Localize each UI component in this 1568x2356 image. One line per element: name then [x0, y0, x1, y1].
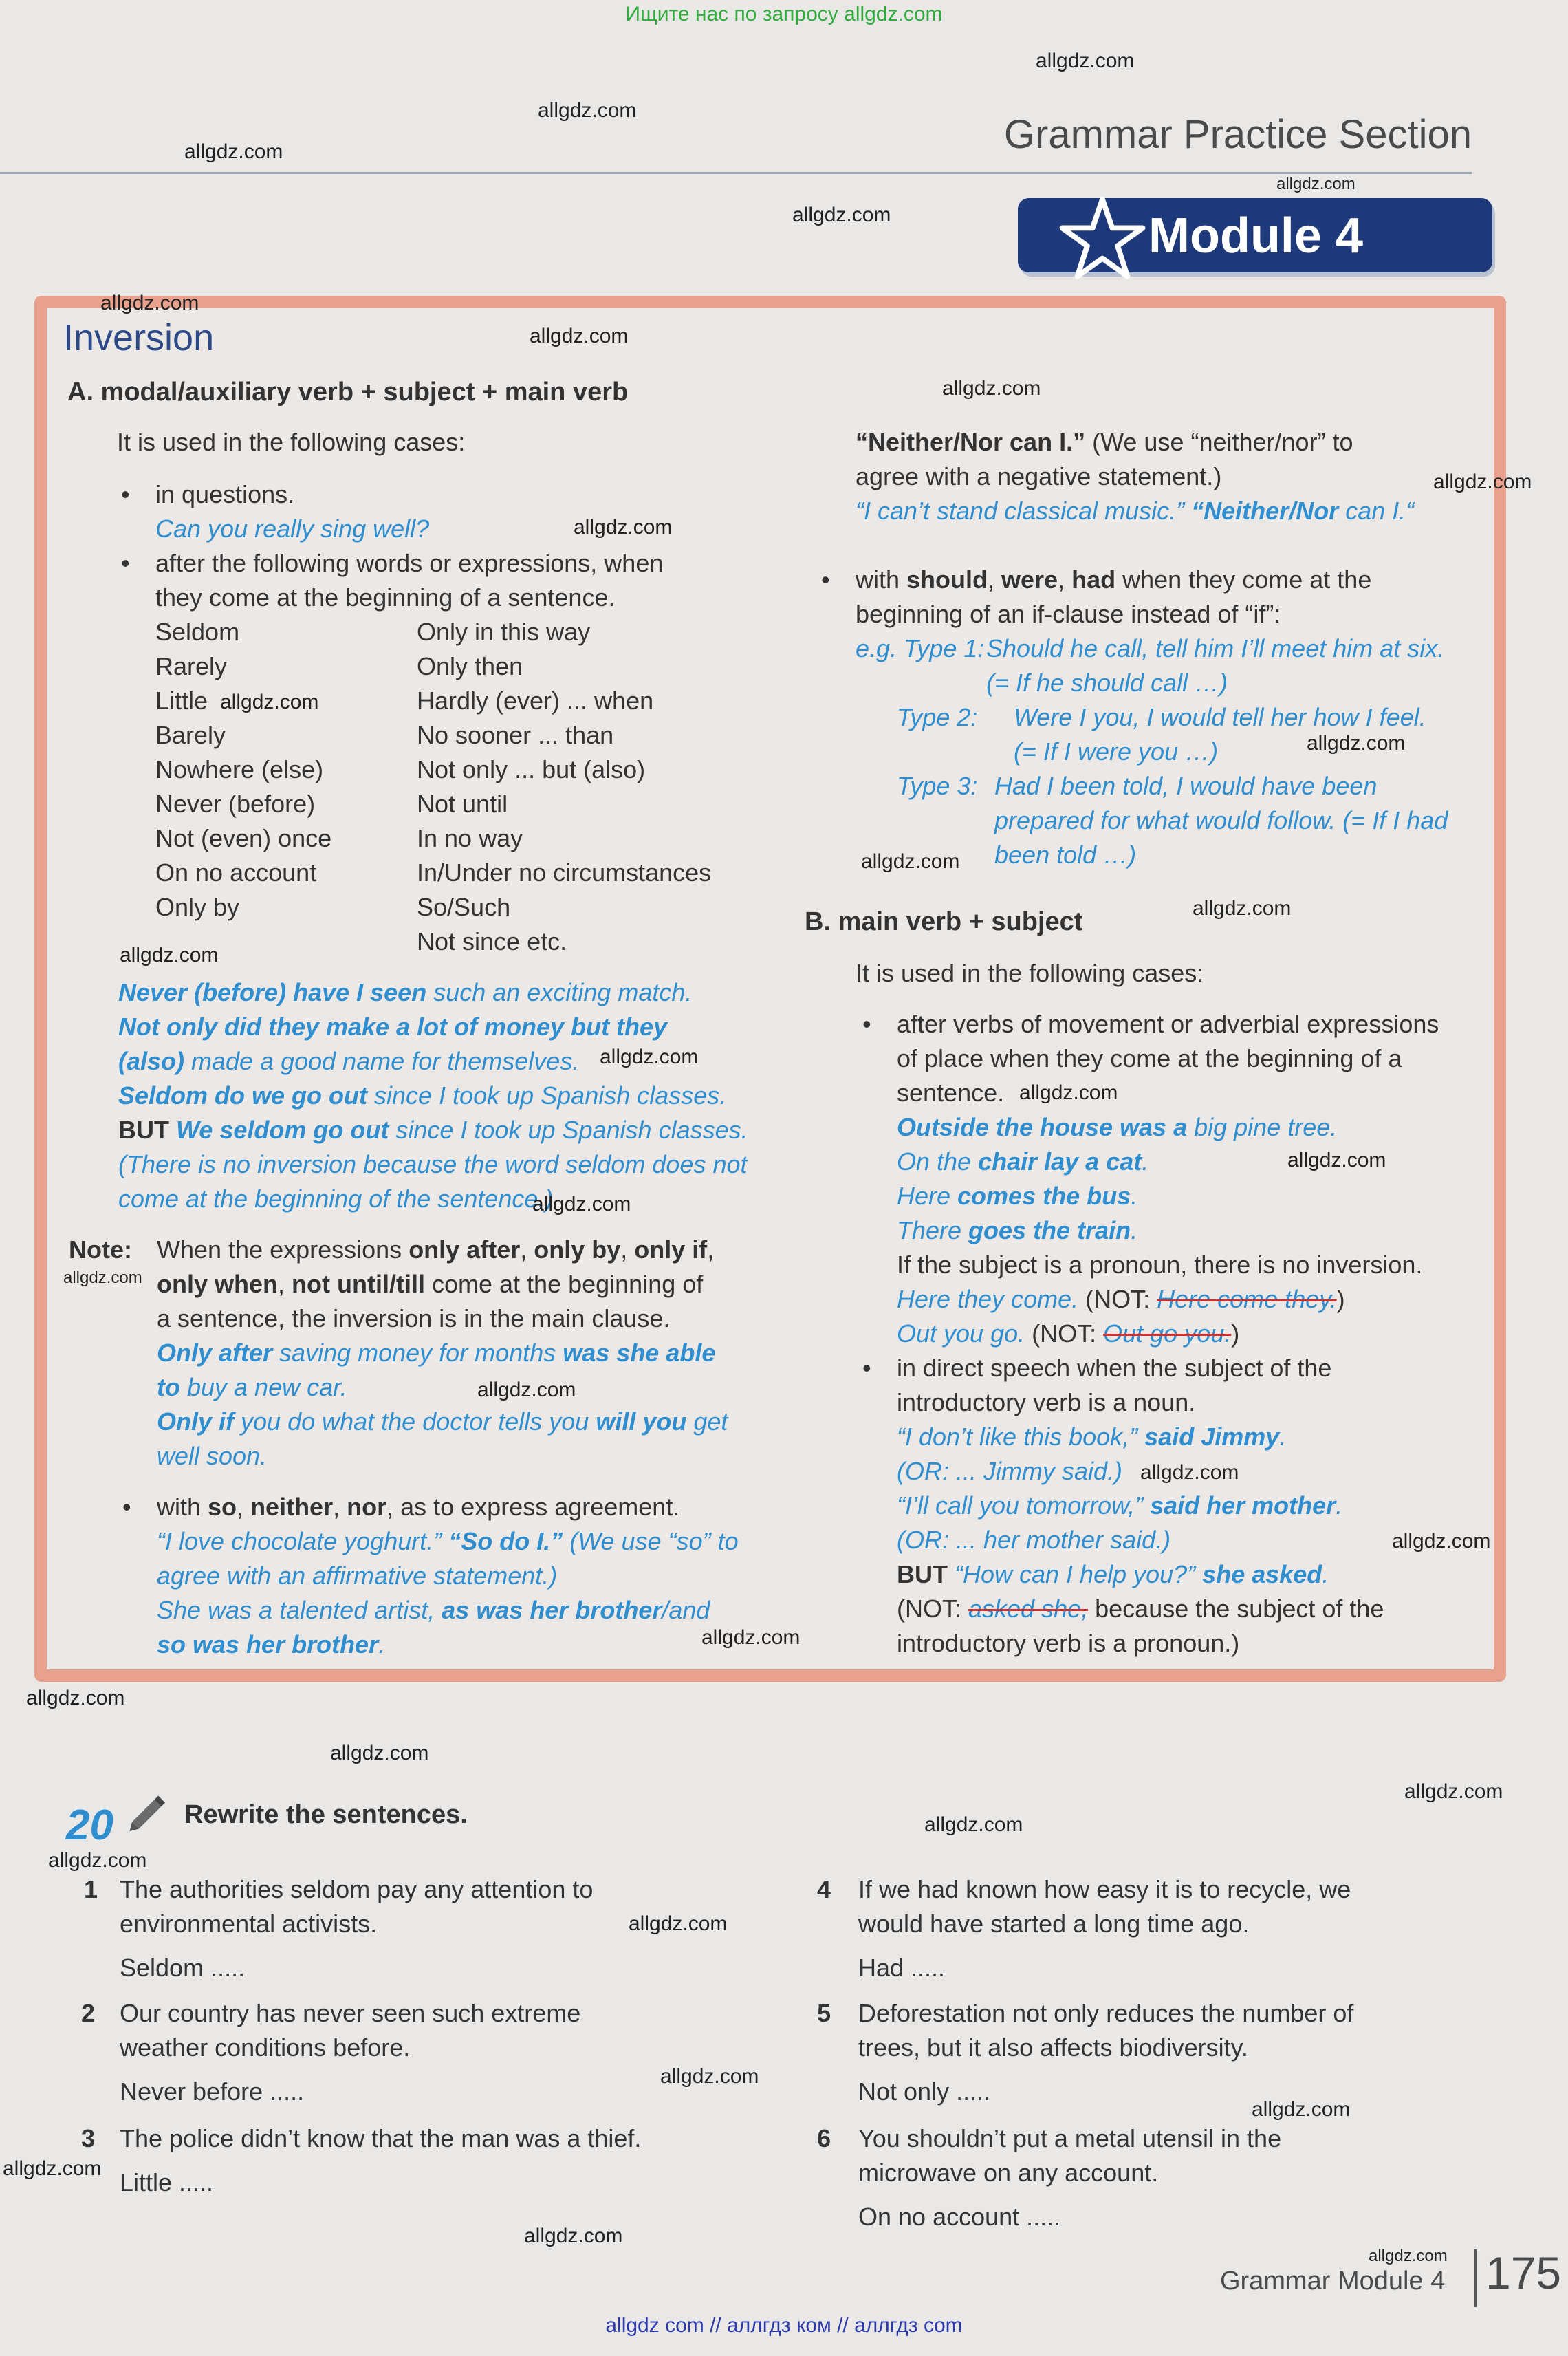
type1-label: e.g. Type 1: — [856, 634, 985, 662]
bullet-movement-1: • after verbs of movement or adverbial expressions — [897, 1008, 1439, 1041]
item-text-line-2: microwave on any account. — [858, 2159, 1159, 2187]
item-text-line-1: Our country has never seen such extreme — [120, 1999, 581, 2027]
watermark: allgdz.com — [701, 1626, 801, 1649]
watermark: allgdz.com — [538, 99, 637, 122]
pronoun-example-2: Out you go. (NOT: Out go you.) — [897, 1319, 1240, 1348]
type3-example-1: Had I been told, I would have been — [994, 772, 1378, 800]
list-item: Seldom — [155, 618, 240, 646]
speech-not-line-2: introductory verb is a pronoun.) — [897, 1629, 1240, 1657]
movement-example-3: Here comes the bus. — [897, 1182, 1138, 1210]
item-number: 2 — [81, 1999, 96, 2027]
note-label: Note: — [69, 1235, 132, 1264]
watermark: allgdz.com — [477, 1379, 576, 1401]
exercise-title: Rewrite the sentences. — [184, 1800, 468, 1829]
list-item: Hardly (ever) ... when — [417, 687, 654, 715]
so-example-4: so was her brother. — [157, 1630, 386, 1658]
speech-example-3: “I’ll call you tomorrow,” said her mother. — [897, 1491, 1343, 1520]
item-text-line-1: You shouldn’t put a metal utensil in the — [858, 2124, 1282, 2152]
neither-line-1: “Neither/Nor can I.” (We use “neither/nor” to — [856, 428, 1353, 456]
example-not-only-1: Not only did they make a lot of money but they — [118, 1013, 668, 1041]
watermark: allgdz.com — [3, 2157, 102, 2180]
speech-not-line-1: (NOT: asked she, because the subject of the — [897, 1595, 1384, 1623]
item-text-line-2: trees, but it also affects biodiversity. — [858, 2033, 1248, 2062]
section-b-heading: B. main verb + subject — [805, 907, 1083, 936]
list-item: Not (even) once — [155, 824, 332, 852]
list-item: Barely — [155, 721, 226, 749]
neither-example: “I can’t stand classical music.” “Neither/Nor can I.“ — [856, 497, 1415, 525]
list-item: Only in this way — [417, 618, 591, 646]
list-item: Not until — [417, 790, 508, 818]
bullet-direct-speech-1: • in direct speech when the subject of the — [897, 1352, 1331, 1385]
watermark: allgdz.com — [26, 1687, 125, 1709]
module-label: Module 4 — [1148, 208, 1364, 263]
list-item: Rarely — [155, 652, 228, 680]
item-number: 1 — [84, 1875, 98, 1903]
example-explanation-2: come at the beginning of the sentence.) — [118, 1185, 554, 1213]
footer-title: Grammar Module 4 — [1220, 2267, 1446, 2295]
pencil-icon — [121, 1786, 176, 1841]
watermark: allgdz.com — [1036, 50, 1135, 72]
watermark: allgdz.com — [1433, 471, 1532, 493]
watermark: allgdz.com — [1307, 732, 1406, 755]
movement-example-1: Outside the house was a big pine tree. — [897, 1113, 1338, 1141]
type2-paraphrase: (= If I were you …) — [1014, 737, 1219, 766]
so-example-1: “I love chocolate yoghurt.” “So do I.” (We use “so” to — [157, 1527, 739, 1555]
watermark: allgdz.com — [1404, 1780, 1503, 1803]
section-title: Grammar Practice Section — [1003, 112, 1472, 157]
bullet-movement-2: of place when they come at the beginning of a — [897, 1044, 1402, 1072]
so-example-2: agree with an affirmative statement.) — [157, 1561, 558, 1590]
movement-example-2: On the chair lay a cat. — [897, 1147, 1149, 1176]
answer-start[interactable]: Not only ..... — [858, 2077, 991, 2106]
item-text-line-1: Deforestation not only reduces the number of — [858, 1999, 1354, 2027]
bullet-questions: • in questions. — [155, 479, 294, 511]
watermark: allgdz.com — [220, 691, 319, 713]
pronoun-example-1: Here they come. (NOT: Here come they.) — [897, 1285, 1345, 1313]
note-line-1: When the expressions only after, only by, only if, — [157, 1235, 715, 1264]
answer-start[interactable]: On no account ..... — [858, 2203, 1061, 2231]
type3-example-3: been told …) — [994, 841, 1137, 869]
movement-example-4: There goes the train. — [897, 1216, 1138, 1244]
bullet-words-line1: • after the following words or expressions, when — [155, 548, 663, 580]
answer-start[interactable]: Never before ..... — [120, 2077, 305, 2106]
list-item: Only by — [155, 893, 240, 921]
list-item: No sooner ... than — [417, 721, 614, 749]
speech-example-1: “I don’t like this book,” said Jimmy. — [897, 1423, 1287, 1451]
example-but-seldom: BUT We seldom go out since I took up Spanish classes. — [118, 1116, 748, 1144]
bullet-words-line2: they come at the beginning of a sentence. — [155, 583, 616, 612]
speech-but-example: BUT “How can I help you?” she asked. — [897, 1560, 1329, 1588]
item-number: 6 — [817, 2124, 831, 2152]
type1-paraphrase: (= If he should call …) — [986, 669, 1228, 697]
watermark: allgdz.com — [48, 1849, 147, 1872]
note-line-3: a sentence, the inversion is in the main clause. — [157, 1304, 671, 1332]
watermark: allgdz.com — [1252, 2098, 1351, 2121]
module-badge — [1018, 198, 1492, 272]
top-note: Ищите нас по запросу allgdz.com — [625, 3, 943, 25]
item-text-line-2: would have started a long time ago. — [858, 1910, 1250, 1938]
type1-example: Should he call, tell him I’ll meet him at six. — [986, 634, 1445, 662]
inversion-title: Inversion — [63, 317, 215, 358]
watermark: allgdz.com — [524, 2225, 623, 2247]
item-number: 3 — [81, 2124, 96, 2152]
note-example-4: well soon. — [157, 1442, 268, 1470]
bottom-note: allgdz com // аллгдз ком // аллгдз com — [605, 2314, 963, 2337]
item-number: 5 — [817, 1999, 831, 2027]
if-clause-line-2: beginning of an if-clause instead of “if”: — [856, 600, 1281, 628]
watermark: allgdz.com — [1019, 1081, 1118, 1104]
note-example-3: Only if you do what the doctor tells you will you get — [157, 1407, 728, 1436]
item-text-line-1: The police didn’t know that the man was a thief. — [120, 2124, 642, 2152]
item-text-line-1: If we had known how easy it is to recycle, we — [858, 1875, 1351, 1903]
type3-label: Type 3: — [897, 772, 978, 800]
example-questions: Can you really sing well? — [155, 515, 430, 543]
watermark: allgdz.com — [942, 377, 1041, 400]
exercise-number: 20 — [66, 1802, 113, 1849]
watermark: allgdz.com — [924, 1813, 1023, 1836]
example-never: Never (before) have I seen such an exciting match. — [118, 978, 693, 1006]
watermark: allgdz.com — [1392, 1530, 1491, 1553]
item-text-line-2: weather conditions before. — [120, 2033, 411, 2062]
watermark: allgdz.com — [629, 1912, 728, 1935]
watermark: allgdz.com — [600, 1046, 699, 1068]
speech-example-2: (OR: ... Jimmy said.) — [897, 1457, 1123, 1485]
section-a-intro: It is used in the following cases: — [117, 428, 466, 456]
list-item: So/Such — [417, 893, 511, 921]
watermark: allgdz.com — [63, 1268, 142, 1287]
item-number: 4 — [817, 1875, 831, 1903]
note-example-1: Only after saving money for months was she able — [157, 1339, 716, 1367]
watermark: allgdz.com — [330, 1742, 429, 1764]
watermark: allgdz.com — [660, 2065, 759, 2088]
note-example-2: to buy a new car. — [157, 1373, 347, 1401]
watermark: allgdz.com — [1287, 1149, 1386, 1171]
type3-example-2: prepared for what would follow. (= If I had — [994, 806, 1448, 834]
list-item: Never (before) — [155, 790, 316, 818]
neither-line-2: agree with a negative statement.) — [856, 462, 1222, 490]
bullet-if-clause: • with should, were, had when they come at the — [856, 564, 1371, 596]
section-a-heading: A. modal/auxiliary verb + subject + main verb — [67, 378, 629, 407]
pronoun-rule: If the subject is a pronoun, there is no inversion. — [897, 1251, 1423, 1279]
page-number: 175 — [1485, 2247, 1562, 2298]
watermark: allgdz.com — [100, 292, 199, 314]
example-explanation-1: (There is no inversion because the word seldom does not — [118, 1150, 748, 1178]
answer-start[interactable]: Had ..... — [858, 1954, 946, 1982]
speech-example-4: (OR: ... her mother said.) — [897, 1526, 1171, 1554]
example-seldom: Seldom do we go out since I took up Spanish classes. — [118, 1081, 727, 1110]
bullet-movement-3: sentence. — [897, 1079, 1005, 1107]
watermark: allgdz.com — [184, 140, 283, 163]
item-text-line-1: The authorities seldom pay any attention to — [120, 1875, 594, 1903]
watermark: allgdz.com — [530, 325, 629, 347]
list-item: Not only ... but (also) — [417, 755, 646, 783]
list-item: Not since etc. — [417, 927, 567, 955]
type2-example: Were I you, I would tell her how I feel. — [1014, 703, 1426, 731]
so-example-3: She was a talented artist, as was her brother/and — [157, 1596, 710, 1624]
list-item: On no account — [155, 858, 317, 887]
list-item: In/Under no circumstances — [417, 858, 712, 887]
section-b-intro: It is used in the following cases: — [856, 959, 1204, 987]
list-item: In no way — [417, 824, 523, 852]
item-text-line-2: environmental activists. — [120, 1910, 378, 1938]
watermark: allgdz.com — [1369, 2247, 1448, 2265]
list-item: Nowhere (else) — [155, 755, 324, 783]
list-item: Only then — [417, 652, 523, 680]
footer-divider — [1474, 2249, 1477, 2307]
watermark: allgdz.com — [1193, 897, 1292, 920]
header-divider — [0, 172, 1472, 174]
example-not-only-2: (also) made a good name for themselves. — [118, 1047, 580, 1075]
watermark: allgdz.com — [574, 516, 673, 539]
answer-start[interactable]: Little ..... — [120, 2168, 214, 2196]
answer-start[interactable]: Seldom ..... — [120, 1954, 246, 1982]
watermark: allgdz.com — [1140, 1461, 1239, 1484]
bullet-so-neither: • with so, neither, nor, as to express agreement. — [157, 1491, 679, 1524]
watermark: allgdz.com — [1276, 175, 1355, 193]
note-line-2: only when, not until/till come at the beginning of — [157, 1270, 704, 1298]
watermark: allgdz.com — [532, 1193, 631, 1215]
watermark: allgdz.com — [861, 850, 960, 873]
watermark: allgdz.com — [120, 944, 219, 966]
list-item: Little — [155, 687, 208, 715]
type2-label: Type 2: — [897, 703, 978, 731]
watermark: allgdz.com — [792, 204, 891, 226]
bullet-direct-speech-2: introductory verb is a noun. — [897, 1388, 1196, 1416]
star-icon — [1058, 194, 1147, 283]
